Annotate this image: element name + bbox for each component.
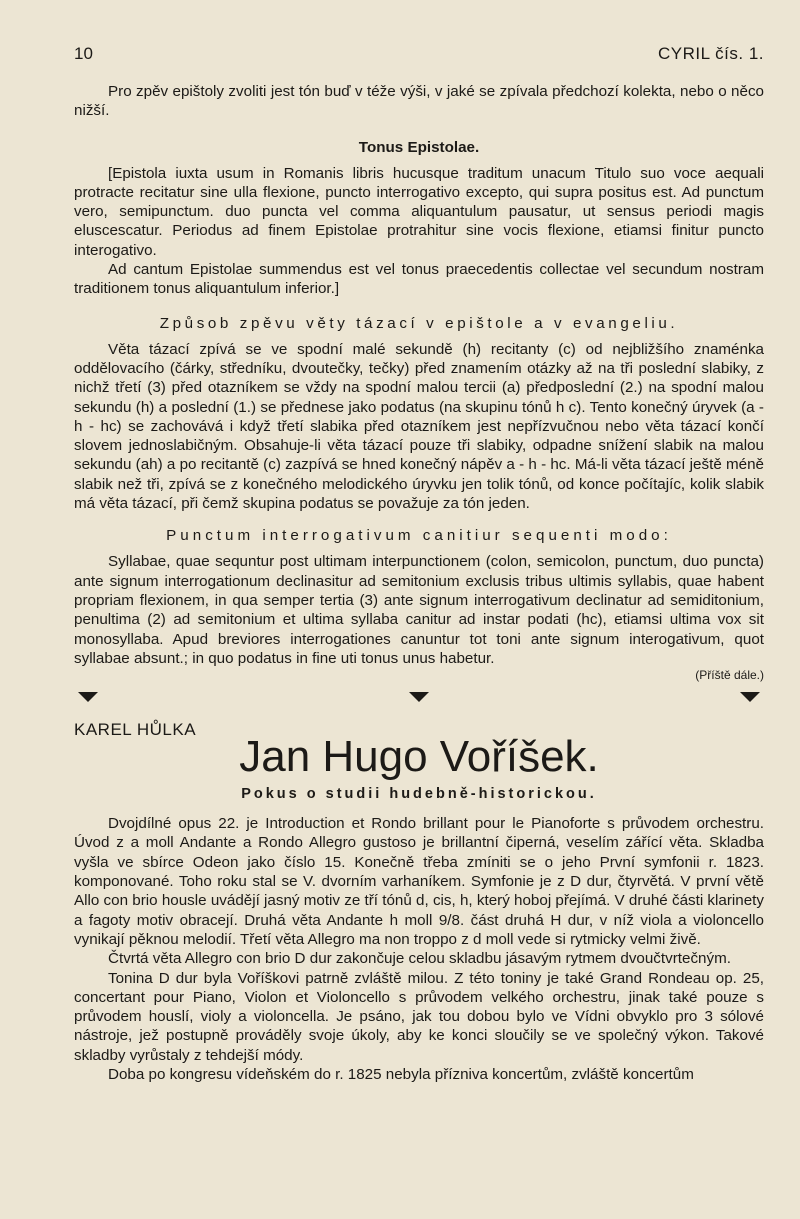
author-name: KAREL HŮLKA [74, 720, 197, 740]
content [74, 82, 764, 1084]
latin-paragraph-1: [Epistola iuxta usum in Romanis libris hucusque traditum unacum Titulo suo voce aequali protracte recitatur sine ulla flexione, puncto interrogativo excepto, qui supra positus est. Ad punctum vero, semipunctum. duo puncta vel comma aliquantulum pausatur, ut sensus periodi magis eluscescatur. Periodus ad finem Epistolae protrahitur sine vocis flexione, etiamsi finitur puncto interogativo. [74, 164, 764, 259]
tonus-heading: Tonus Epistolae. [358, 138, 480, 156]
article-title: Jan Hugo Voříšek. [239, 732, 599, 782]
article-subtitle: Pokus o studii hudebně-historickou. [241, 786, 597, 803]
article-paragraph-3: Tonina D dur byla Voříškovi patrně zvláště milou. Z této toniny je také Grand Rondeau op. 25, concertant pour Piano, Violon et Violoncello s průvodem velkého orchestru, jinak také pouze s průvodem houslí, violy a violoncella. Je psáno, jak tou dobou bylo ve Vídni obvyklo pro 3 sólové nástroje, jež postupně prováděly svoje úkoly, aby ke konci sloučily se ve společný výkon. Takové skladby vyrůstaly z tehdejší módy. [74, 969, 764, 1064]
page-number: 10 [74, 44, 93, 63]
page-header [74, 44, 764, 68]
down-triangle-icon [740, 692, 760, 702]
article-paragraph-4: Doba po kongresu vídeňském do r. 1825 nebyla přízniva koncertům, zvláště koncertům [108, 1065, 694, 1083]
section-heading-punctum: Punctum interrogativum canitiur sequenti modo: [166, 527, 672, 545]
continued-note: (Příště dále.) [695, 668, 764, 683]
intro-paragraph: Pro zpěv epištoly zvoliti jest tón buď v téže výši, v jaké se zpívala předchozí kolekta, nebo o něco nižší. [74, 83, 764, 120]
down-triangle-icon [409, 692, 429, 702]
latin-paragraph-2: Ad cantum Epistolae summendus est vel tonus praecedentis collectae vel secundum nostram traditionem tonus aliquantulum inferior.] [74, 261, 764, 298]
article-paragraph-2: Čtvrtá věta Allegro con brio D dur zakončuje celou skladbu jásavým rytmem dvoučtvrtečným. [108, 950, 731, 968]
latin-paragraph-3: Syllabae, quae sequntur post ultimam interpunctionem (colon, semicolon, punctum, duo puncta) ante signum interrogationum declinasitur ad semitonium exclusis tribus ultimis syllabis, quae habent propriam flexionem, in qua semper tertia (3) ante signum interrogativum declinatur ad semiditonium, penultima (2) ad semitonium et ultima syllaba canitur ad instar podati (hc), etiamsi ultima vox sit monosyllaba. Apud breviores interrogationes canuntur tot toni ante signum interogativum, quot syllabae absunt.; in quo podatus in fine uti tonus unus habetur. [74, 553, 764, 667]
running-title: CYRIL čís. 1. [657, 44, 764, 63]
down-triangle-icon [78, 692, 98, 702]
section-heading-question: Způsob zpěvu věty tázací v epištole a v evangeliu. [159, 314, 679, 332]
separator-arrows [74, 692, 764, 702]
article-paragraph-1: Dvojdílné opus 22. je Introduction et Rondo brillant pour le Pianoforte s průvodem orchestru. Úvod z a moll Andante a Rondo Allegro gustoso je brillantní čiperná, veselím zářící věta. Skladba vyšla ve sbírce Odeon jako číslo 15. Konečně třeba zmíniti se o jeho První symfonii r. 1823. komponované. Toho roku stal se V. dvorním varhaníkem. Symfonie je z D dur, čtyrvětá. V první větě Allo con brio housle uvádějí jasný motiv ze tří tónů d, cis, h, který hoboj přejímá. V druhé části klarinety a fagoty motiv obracejí. Druhá věta Andante h moll 9/8. část druhá H dur, v níž viola a violoncello vynikají pěknou melodií. Třetí věta Allegro ma non troppo z d moll vede si rytmicky velmi živě. [74, 815, 764, 948]
czech-paragraph: Věta tázací zpívá se ve spodní malé sekundě (h) recitanty (c) od nejbližšího znaménka oddělovacího (čárky, středníku, dvoutečky, tečky) před znamením otázky až na tři poslední slabiky, z nichž třetí (3) před otazníkem se vždy na spodní malou tercii (a) předposlední (2.) na spodní malou sekundu (h) a poslední (1.) se přednese jako podatus (na skupinu tónů h c). Tento konečný úryvek (a - h - hc) se zachovává i když třetí slabika před otazníkem jest nepřízvučnou nebo věta tázací končí slovem jednoslabičným. Obsahuje-li věta tázací pouze tři slabiky, odpadne snížení slabik na malou sekundu (ah) a po recitantě (c) zazpívá se hned konečný nápěv a - h - hc. Má-li věta tázací ještě méně slabik než tři, zpívá se z konečného melodického úryvku jen tolik tónů, od konce počítajíc, kolik slabik má věta tázací, při čemž skupina podatus se považuje za tón jeden. [74, 340, 764, 513]
